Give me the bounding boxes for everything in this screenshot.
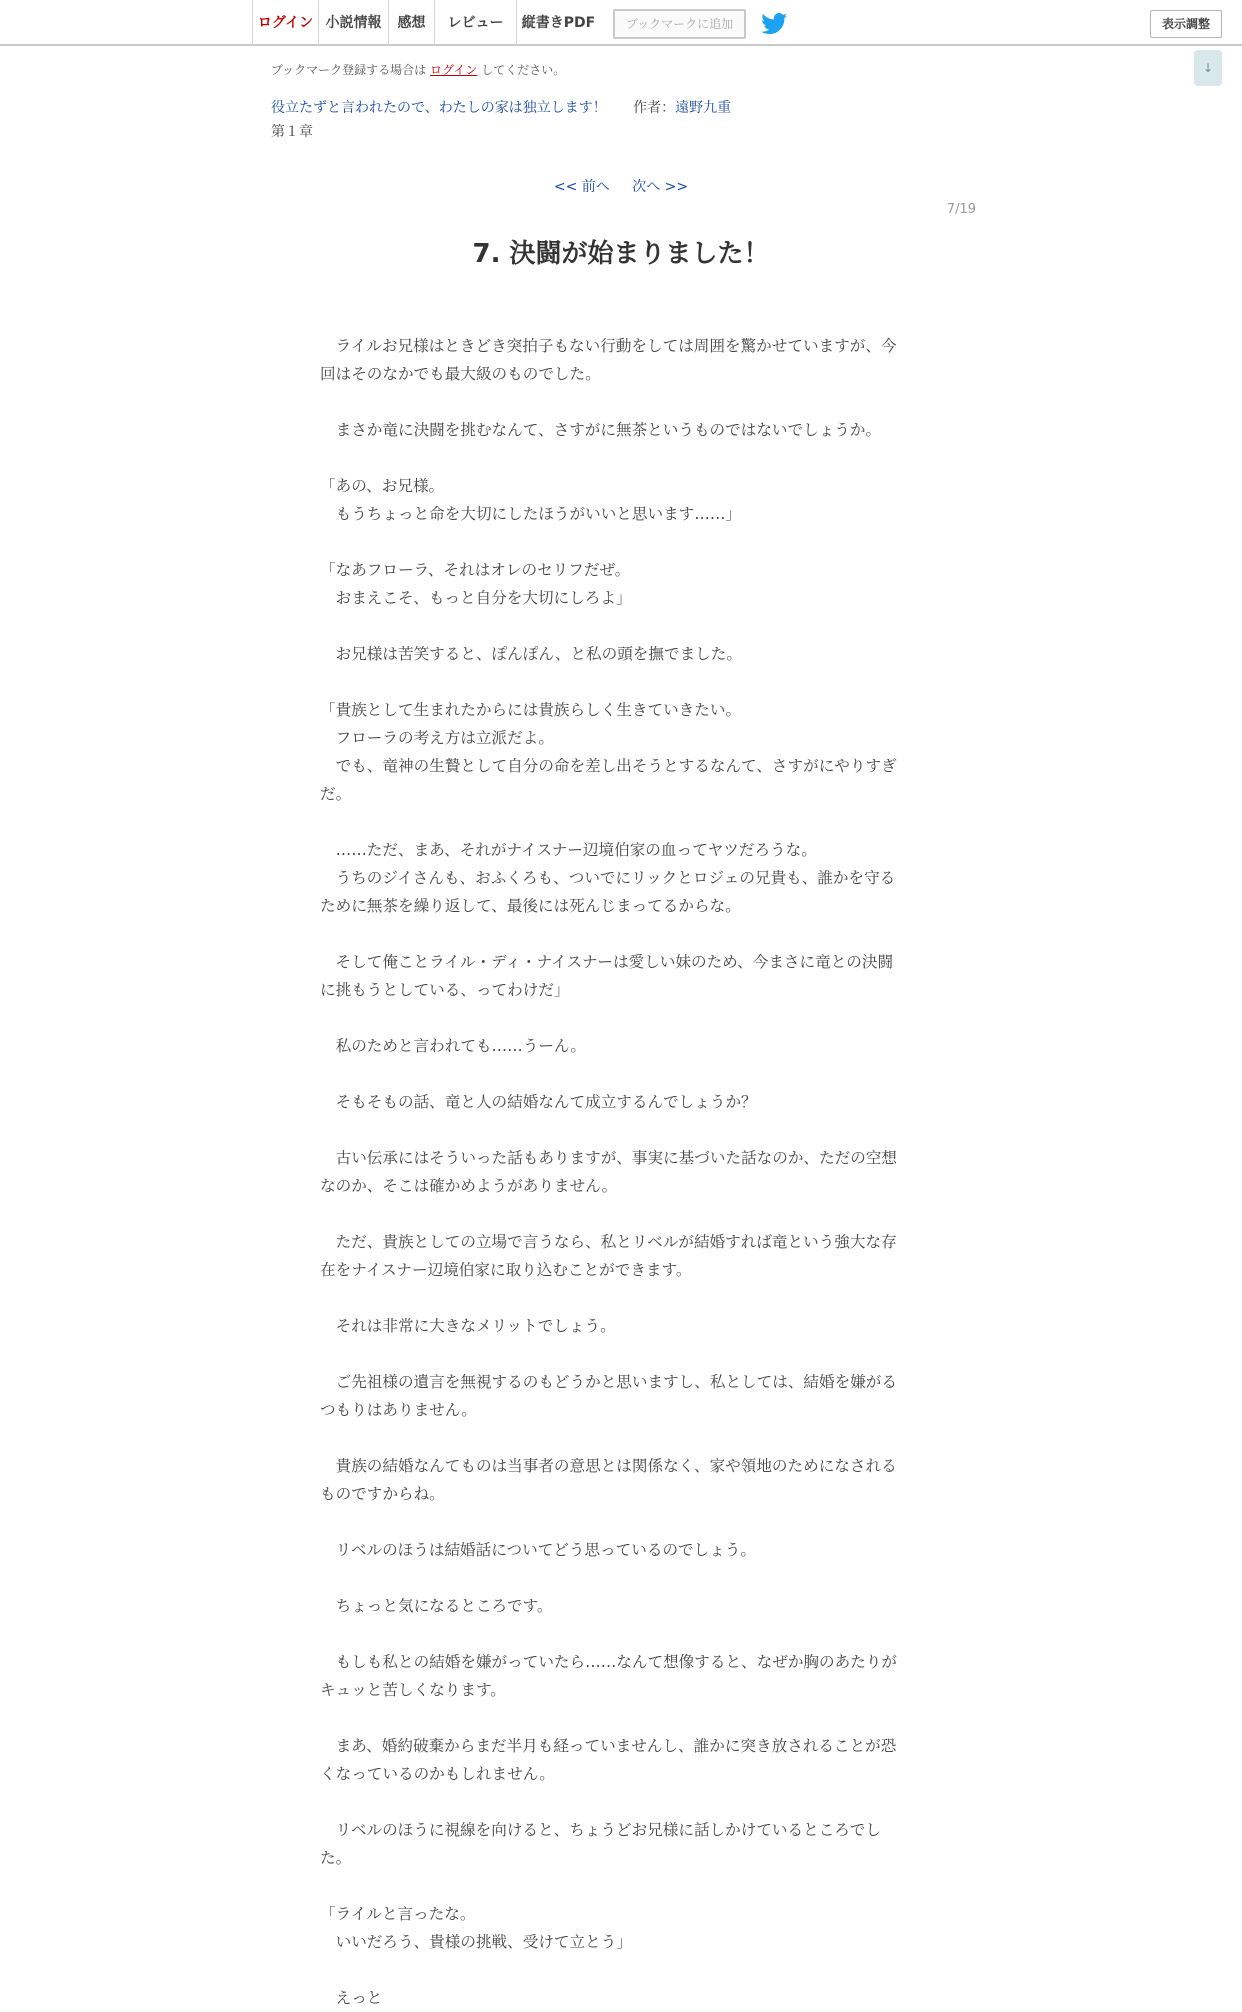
add-bookmark-button[interactable]: ブックマークに追加	[613, 9, 746, 39]
body-text-line: それは非常に大きなメリットでしょう。	[320, 1317, 616, 1335]
scroll-down-button[interactable]: ↓	[1194, 50, 1222, 86]
vertical-pdf-link[interactable]: 縦書きPDF	[516, 0, 600, 46]
body-text-line: だ。	[320, 785, 352, 803]
body-text-line: 「ライルと言ったな。	[320, 1905, 476, 1923]
body-text-line: ちょっと気になるところです。	[320, 1597, 553, 1615]
body-text-line: なのか、そこは確かめようがありません。	[320, 1177, 618, 1195]
body-text-line: リベルのほうに視線を向けると、ちょうどお兄様に話しかけているところでし	[320, 1821, 881, 1839]
body-text-line: まあ、婚約破棄からまだ半月も経っていませんし、誰かに突き放されることが恐	[320, 1737, 897, 1755]
blank-line	[320, 808, 924, 836]
blank-line	[320, 1060, 924, 1088]
body-text-line: に挑もうとしている、ってわけだ」	[320, 981, 570, 999]
body-text-line: えっと	[320, 1989, 383, 2007]
bookmark-notice-text-end: してください。	[481, 63, 566, 77]
blank-line	[320, 528, 924, 556]
blank-line	[320, 1424, 924, 1452]
body-text-line: 貴族の結婚なんてものは当事者の意思とは関係なく、家や領地のためになされる	[320, 1457, 897, 1475]
blank-line	[320, 1872, 924, 1900]
review-link[interactable]: レビュー	[434, 0, 516, 46]
blank-line	[320, 1956, 924, 1984]
display-settings-button[interactable]: 表示調整	[1150, 10, 1222, 38]
body-text-line: 古い伝承にはそういった話もありますが、事実に基づいた話なのか、ただの空想	[320, 1149, 897, 1167]
prev-episode-link[interactable]: << 前へ	[553, 179, 610, 195]
blank-line	[320, 1788, 924, 1816]
novel-info-line	[271, 97, 731, 117]
body-text-line: 私のためと言われても……うーん。	[320, 1037, 587, 1055]
body-text-line: た。	[320, 1849, 352, 1867]
blank-line	[320, 1564, 924, 1592]
blank-line	[320, 1620, 924, 1648]
body-text-line: つもりはありません。	[320, 1401, 477, 1419]
blank-line	[320, 612, 924, 640]
blank-line	[320, 1200, 924, 1228]
body-text-line: フローラの考え方は立派だよ。	[320, 729, 554, 747]
body-text-line: ……ただ、まあ、それがナイスナー辺境伯家の血ってヤツだろうな。	[320, 841, 817, 859]
body-text-line: うちのジイさんも、おふくろも、ついでにリックとロジェの兄貴も、誰かを守る	[320, 869, 896, 887]
body-text-line: いいだろう、貴様の挑戦、受けて立とう」	[320, 1933, 632, 1951]
blank-line	[320, 920, 924, 948]
next-episode-link[interactable]: 次へ >>	[632, 179, 689, 195]
body-text-line: 在をナイスナー辺境伯家に取り込むことができます。	[320, 1261, 692, 1279]
episode-title: 7. 決闘が始まりました！	[472, 239, 770, 269]
body-text-line: もうちょっと命を大切にしたほうがいいと思います……」	[320, 505, 742, 523]
bookmark-login-link[interactable]: ログイン	[430, 63, 478, 77]
body-text-line: キュッと苦しくなります。	[320, 1681, 506, 1699]
blank-line	[320, 1284, 924, 1312]
body-text-line: ライルお兄様はときどき突拍子もない行動をしては周囲を驚かせていますが、今	[320, 337, 897, 355]
body-text-line: そもそもの話、竜と人の結婚なんて成立するんでしょうか？	[320, 1093, 757, 1111]
body-text-line: ただ、貴族としての立場で言うなら、私とリベルが結婚すれば竜という強大な存	[320, 1233, 897, 1251]
bookmark-notice-text: ブックマーク登録する場合は	[271, 63, 427, 77]
body-text-line: お兄様は苦笑すると、ぽんぽん、と私の頭を撫でました。	[320, 645, 742, 663]
novel-title-link[interactable]: 役立たずと言われたので、わたしの家は独立します！	[271, 100, 607, 116]
author-label: 作者：	[633, 100, 676, 116]
body-text-line: もしも私との結婚を嫌がっていたら……なんて想像すると、なぜか胸のあたりが	[320, 1653, 897, 1671]
body-text-line: 「あの、お兄様。	[320, 477, 445, 495]
blank-line	[320, 1340, 924, 1368]
body-text-line: リベルのほうは結婚話についてどう思っているのでしょう。	[320, 1541, 757, 1559]
impressions-link[interactable]: 感想	[388, 0, 434, 46]
body-text-line: まさか竜に決闘を挑むなんて、さすがに無茶というものではないでしょうか。	[320, 421, 882, 439]
body-text-line: ために無茶を繰り返して、最後には死んじまってるからな。	[320, 897, 741, 915]
bookmark-notice	[271, 61, 565, 78]
top-nav-bar	[0, 0, 1242, 46]
blank-line	[320, 1508, 924, 1536]
blank-line	[320, 444, 924, 472]
novel-body-text	[320, 332, 924, 2012]
novel-info-link[interactable]: 小説情報	[318, 0, 388, 46]
body-text-line: おまえこそ、もっと自分を大切にしろよ」	[320, 589, 632, 607]
episode-count: 7/19	[946, 202, 976, 217]
body-text-line: そして俺ことライル・ディ・ナイスナーは愛しい妹のため、今まさに竜との決闘	[320, 953, 894, 971]
body-text-line: 回はそのなかでも最大級のものでした。	[320, 365, 601, 383]
blank-line	[320, 1704, 924, 1732]
episode-pager	[0, 176, 1242, 196]
chapter-label: 第１章	[271, 124, 313, 140]
body-text-line: でも、竜神の生贄として自分の命を差し出そうとするなんて、さすがにやりすぎ	[320, 757, 897, 775]
login-link[interactable]: ログイン	[252, 0, 318, 46]
body-text-line: 「貴族として生まれたからには貴族らしく生きていきたい。	[320, 701, 742, 719]
body-text-line: ものですからね。	[320, 1485, 445, 1503]
body-text-line: くなっているのかもしれません。	[320, 1765, 555, 1783]
body-text-line: ご先祖様の遺言を無視するのもどうかと思いますし、私としては、結婚を嫌がる	[320, 1373, 897, 1391]
author-link[interactable]: 遠野九重	[675, 100, 732, 116]
body-text-line: 「なあフローラ、それはオレのセリフだぜ。	[320, 561, 631, 579]
twitter-icon[interactable]	[761, 13, 788, 35]
blank-line	[320, 1004, 924, 1032]
blank-line	[320, 1116, 924, 1144]
blank-line	[320, 388, 924, 416]
blank-line	[320, 668, 924, 696]
